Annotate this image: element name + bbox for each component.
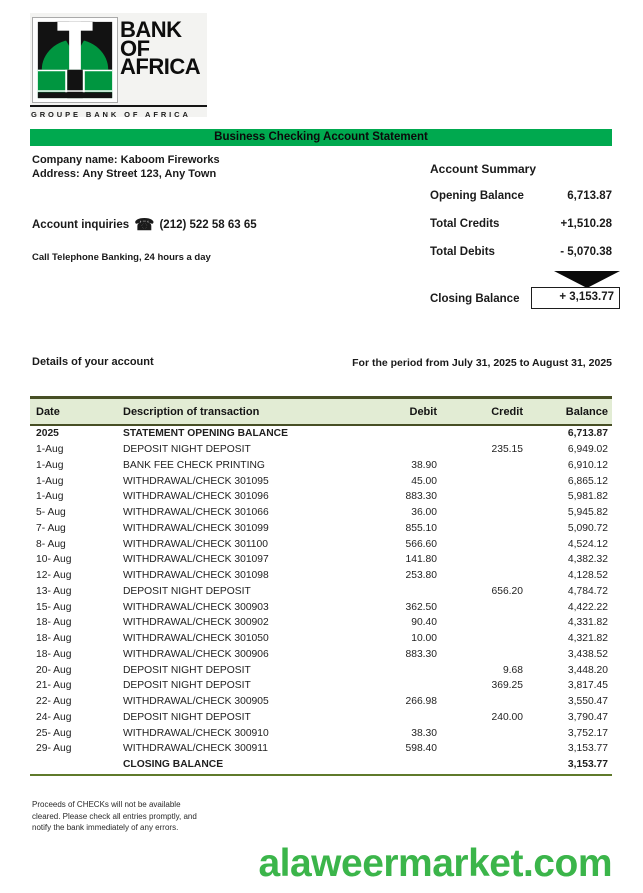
- opening-balance-value: 6,713.87: [567, 190, 612, 202]
- telephone-icon: ☎: [134, 217, 155, 234]
- cell-description: STATEMENT OPENING BALANCE: [123, 428, 288, 440]
- watermark-site-name: alaweermarket.com: [258, 842, 612, 885]
- header-balance: Balance: [565, 405, 608, 418]
- cell-credit: 656.20: [491, 585, 523, 597]
- company-name-line: Company name: Kaboom Fireworks: [32, 154, 220, 166]
- table-row: [30, 442, 612, 458]
- cell-credit: 9.68: [502, 664, 523, 676]
- logo-group-label: GROUPE BANK OF AFRICA: [31, 110, 191, 119]
- table-row: [30, 662, 612, 678]
- header-date: Date: [36, 405, 60, 418]
- cell-date: 1-Aug: [36, 475, 64, 487]
- cell-description: WITHDRAWAL/CHECK 300906: [123, 648, 269, 660]
- header-debit: Debit: [409, 405, 437, 418]
- cell-date: 5- Aug: [36, 507, 66, 519]
- table-row: [30, 615, 612, 631]
- cell-balance: 3,448.20: [567, 664, 608, 676]
- total-credits-label: Total Credits: [430, 218, 500, 230]
- cell-date: 18- Aug: [36, 633, 72, 645]
- cell-date: 12- Aug: [36, 570, 72, 582]
- cell-balance: 3,153.77: [567, 759, 608, 771]
- cell-description: DEPOSIT NIGHT DEPOSIT: [123, 680, 251, 692]
- cell-description: WITHDRAWAL/CHECK 301050: [123, 633, 269, 645]
- statement-title-banner: Business Checking Account Statement: [30, 129, 612, 146]
- table-row: [30, 678, 612, 694]
- table-header-row: [30, 396, 612, 426]
- cell-debit: 266.98: [405, 696, 437, 708]
- cell-debit: 855.10: [405, 522, 437, 534]
- cell-date: 18- Aug: [36, 617, 72, 629]
- table-row: [30, 473, 612, 489]
- footnote-line2: cleared. Please check all entries promptly, and: [32, 811, 197, 821]
- cell-debit: 36.00: [411, 507, 437, 519]
- total-debits-label: Total Debits: [430, 246, 495, 258]
- cell-debit: 38.30: [411, 727, 437, 739]
- cell-balance: 5,945.82: [567, 507, 608, 519]
- cell-description: WITHDRAWAL/CHECK 301099: [123, 522, 269, 534]
- cell-balance: 6,949.02: [567, 444, 608, 456]
- cell-description: BANK FEE CHECK PRINTING: [123, 459, 265, 471]
- cell-credit: 369.25: [491, 680, 523, 692]
- cell-date: 2025: [36, 428, 59, 440]
- company-address-line: Address: Any Street 123, Any Town: [32, 168, 217, 180]
- account-inquiries-phone: (212) 522 58 63 65: [159, 219, 257, 231]
- cell-date: 7- Aug: [36, 522, 66, 534]
- cell-date: 8- Aug: [36, 538, 66, 550]
- cell-description: DEPOSIT NIGHT DEPOSIT: [123, 444, 251, 456]
- summary-row-total-debits: [430, 246, 612, 258]
- cell-description: WITHDRAWAL/CHECK 301098: [123, 570, 269, 582]
- table-row: [30, 536, 612, 552]
- cell-balance: 3,790.47: [567, 711, 608, 723]
- cell-credit: 240.00: [491, 711, 523, 723]
- account-inquiries-line: [32, 215, 257, 235]
- cell-debit: 362.50: [405, 601, 437, 613]
- summary-row-total-credits: [430, 218, 612, 230]
- cell-description: WITHDRAWAL/CHECK 300902: [123, 617, 269, 629]
- details-heading: Details of your account: [32, 356, 154, 368]
- table-row: [30, 426, 612, 442]
- footnote-line1: Proceeds of CHECKs will not be available: [32, 800, 181, 809]
- cell-description: WITHDRAWAL/CHECK 300905: [123, 696, 269, 708]
- statement-period: For the period from July 31, 2025 to August 31, 2025: [352, 357, 612, 369]
- header-credit: Credit: [491, 405, 523, 418]
- table-row: [30, 521, 612, 537]
- cell-date: 22- Aug: [36, 696, 72, 708]
- closing-balance-value: + 3,153.77: [531, 287, 620, 309]
- cell-description: WITHDRAWAL/CHECK 301096: [123, 491, 269, 503]
- table-row: [30, 757, 612, 773]
- cell-description: WITHDRAWAL/CHECK 301100: [123, 538, 268, 550]
- cell-balance: 5,981.82: [567, 491, 608, 503]
- cell-date: 1-Aug: [36, 491, 64, 503]
- cell-balance: 4,422.22: [567, 601, 608, 613]
- bank-name-line2: OF: [120, 35, 150, 61]
- table-row: [30, 710, 612, 726]
- table-row: [30, 694, 612, 710]
- cell-date: 20- Aug: [36, 664, 72, 676]
- cell-debit: 253.80: [405, 570, 437, 582]
- cell-balance: 4,128.52: [567, 570, 608, 582]
- opening-balance-label: Opening Balance: [430, 190, 524, 202]
- arrow-down-icon: [554, 271, 620, 288]
- table-row: [30, 568, 612, 584]
- cell-balance: 4,524.12: [567, 538, 608, 550]
- cell-date: 29- Aug: [36, 743, 72, 755]
- cell-balance: 3,438.52: [567, 648, 608, 660]
- cell-date: 24- Aug: [36, 711, 72, 723]
- cell-balance: 4,784.72: [567, 585, 608, 597]
- table-row: [30, 505, 612, 521]
- cell-date: 18- Aug: [36, 648, 72, 660]
- header-description: Description of transaction: [123, 405, 260, 418]
- cell-balance: 3,550.47: [567, 696, 608, 708]
- cell-balance: 3,153.77: [567, 743, 608, 755]
- table-bottom-rule: [30, 774, 612, 776]
- table-row: [30, 489, 612, 505]
- cell-balance: 6,865.12: [567, 475, 608, 487]
- cell-balance: 4,331.82: [567, 617, 608, 629]
- cell-debit: 10.00: [411, 633, 437, 645]
- total-credits-value: +1,510.28: [560, 218, 612, 230]
- cell-debit: 141.80: [405, 554, 437, 566]
- table-row: [30, 741, 612, 757]
- footnote-line3: notify the bank immediately of any errors.: [32, 823, 179, 832]
- cell-debit: 566.60: [405, 538, 437, 550]
- cell-debit: 38.90: [411, 459, 437, 471]
- cell-debit: 598.40: [405, 743, 437, 755]
- cell-balance: 3,817.45: [567, 680, 608, 692]
- table-row: [30, 599, 612, 615]
- cell-description: CLOSING BALANCE: [123, 759, 224, 771]
- cell-debit: 45.00: [411, 475, 437, 487]
- bank-logo-block: [30, 13, 207, 117]
- cell-description: WITHDRAWAL/CHECK 301066: [123, 507, 269, 519]
- cell-description: WITHDRAWAL/CHECK 300911: [123, 743, 268, 755]
- cell-balance: 5,090.72: [567, 522, 608, 534]
- cell-description: DEPOSIT NIGHT DEPOSIT: [123, 664, 251, 676]
- table-row: [30, 584, 612, 600]
- cell-date: 15- Aug: [36, 601, 72, 613]
- cell-description: WITHDRAWAL/CHECK 301097: [123, 554, 269, 566]
- cell-description: WITHDRAWAL/CHECK 301095: [123, 475, 269, 487]
- cell-date: 25- Aug: [36, 727, 72, 739]
- cell-date: 13- Aug: [36, 585, 72, 597]
- account-inquiries-label: Account inquiries: [32, 219, 130, 231]
- bank-name-line3: AFRICA: [120, 54, 201, 79]
- cell-description: WITHDRAWAL/CHECK 300903: [123, 601, 269, 613]
- cell-debit: 883.30: [405, 491, 437, 503]
- table-row: [30, 647, 612, 663]
- logo-divider: [30, 105, 207, 107]
- cell-balance: 6,910.12: [567, 459, 608, 471]
- closing-balance-label: Closing Balance: [430, 293, 520, 305]
- telephone-banking-line: Call Telephone Banking, 24 hours a day: [32, 252, 211, 263]
- cell-credit: 235.15: [491, 444, 523, 456]
- cell-date: 1-Aug: [36, 459, 64, 471]
- table-row: [30, 725, 612, 741]
- cell-balance: 4,382.32: [567, 554, 608, 566]
- cell-debit: 883.30: [405, 648, 437, 660]
- table-body: [30, 426, 612, 773]
- cell-date: 21- Aug: [36, 680, 72, 692]
- footnote: [32, 799, 197, 834]
- cell-description: DEPOSIT NIGHT DEPOSIT: [123, 585, 251, 597]
- table-row: [30, 458, 612, 474]
- bank-name: [120, 17, 201, 79]
- cell-date: 1-Aug: [36, 444, 64, 456]
- cell-description: WITHDRAWAL/CHECK 300910: [123, 727, 269, 739]
- table-row: [30, 552, 612, 568]
- total-debits-value: - 5,070.38: [560, 246, 612, 258]
- summary-row-opening-balance: [430, 190, 612, 202]
- cell-description: DEPOSIT NIGHT DEPOSIT: [123, 711, 251, 723]
- cell-debit: 90.40: [411, 617, 437, 629]
- bank-name-line1: BANK: [120, 17, 182, 42]
- account-summary-title: Account Summary: [430, 162, 537, 176]
- cell-balance: 6,713.87: [567, 428, 608, 440]
- cell-date: 10- Aug: [36, 554, 72, 566]
- bank-of-africa-logo-icon: [32, 17, 118, 103]
- cell-balance: 3,752.17: [567, 727, 608, 739]
- cell-balance: 4,321.82: [567, 633, 608, 645]
- transactions-table: [30, 396, 612, 776]
- company-info: [32, 153, 220, 181]
- table-row: [30, 631, 612, 647]
